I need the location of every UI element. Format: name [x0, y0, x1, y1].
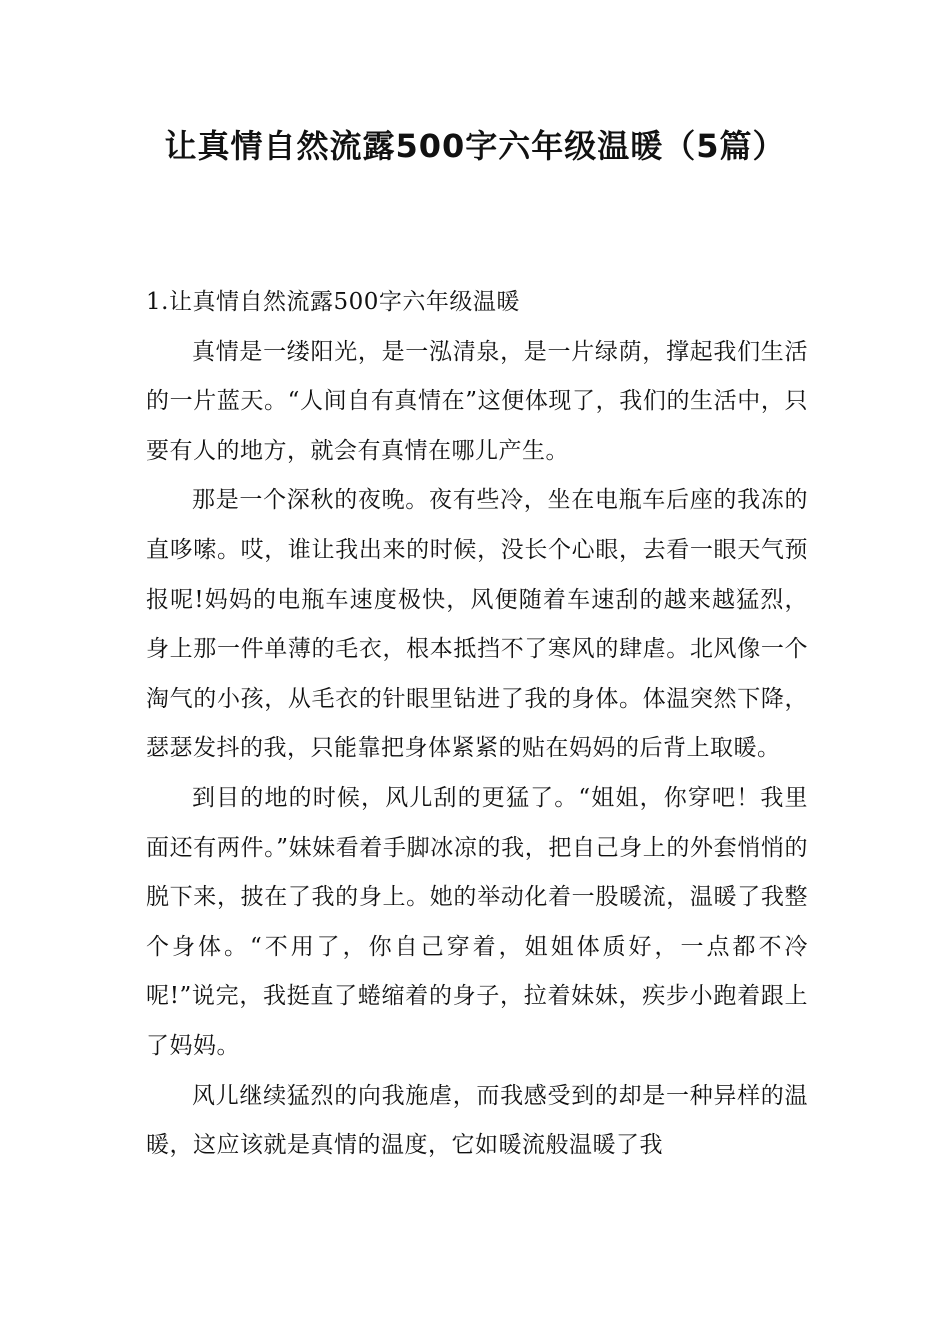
document-title: 让真情自然流露500字六年级温暖（5篇） — [164, 127, 786, 165]
paragraph-2: 那是一个深秋的夜晚。夜有些冷，坐在电瓶车后座的我冻的直哆嗦。哎，谁让我出来的时候，没长个心眼，去看一眼天气预报呢!妈妈的电瓶车速度极快，风便随着车速刮的越来越猛烈，身上那一件单薄的毛衣，根本抵挡不了寒风的肆虐。北风像一个淘气的小孩，从毛衣的针眼里钻进了我的身体。体温突然下降，瑟瑟发抖的我，只能靠把身体紧紧的贴在妈妈的后背上取暖。 — [146, 487, 808, 762]
document-body — [146, 278, 808, 1171]
paragraph-1: 真情是一缕阳光，是一泓清泉，是一片绿荫，撑起我们生活的一片蓝天。“人间自有真情在”这便体现了，我们的生活中，只要有人的地方，就会有真情在哪儿产生。 — [146, 338, 808, 464]
paragraph-3: 到目的地的时候，风儿刮的更猛了。“姐姐，你穿吧！我里面还有两件。”妹妹看着手脚冰凉的我，把自己身上的外套悄悄的脱下来，披在了我的身上。她的举动化着一股暖流，温暖了我整个身体。“不用了，你自己穿着，姐姐体质好，一点都不冷呢!”说完，我挺直了蜷缩着的身子，拉着妹妹，疾步小跑着跟上了妈妈。 — [146, 784, 808, 1059]
section-heading: 1.让真情自然流露500字六年级温暖 — [146, 289, 520, 315]
paragraph-4: 风儿继续猛烈的向我施虐，而我感受到的却是一种异样的温暖，这应该就是真情的温度，它如暖流般温暖了我 — [146, 1082, 808, 1159]
